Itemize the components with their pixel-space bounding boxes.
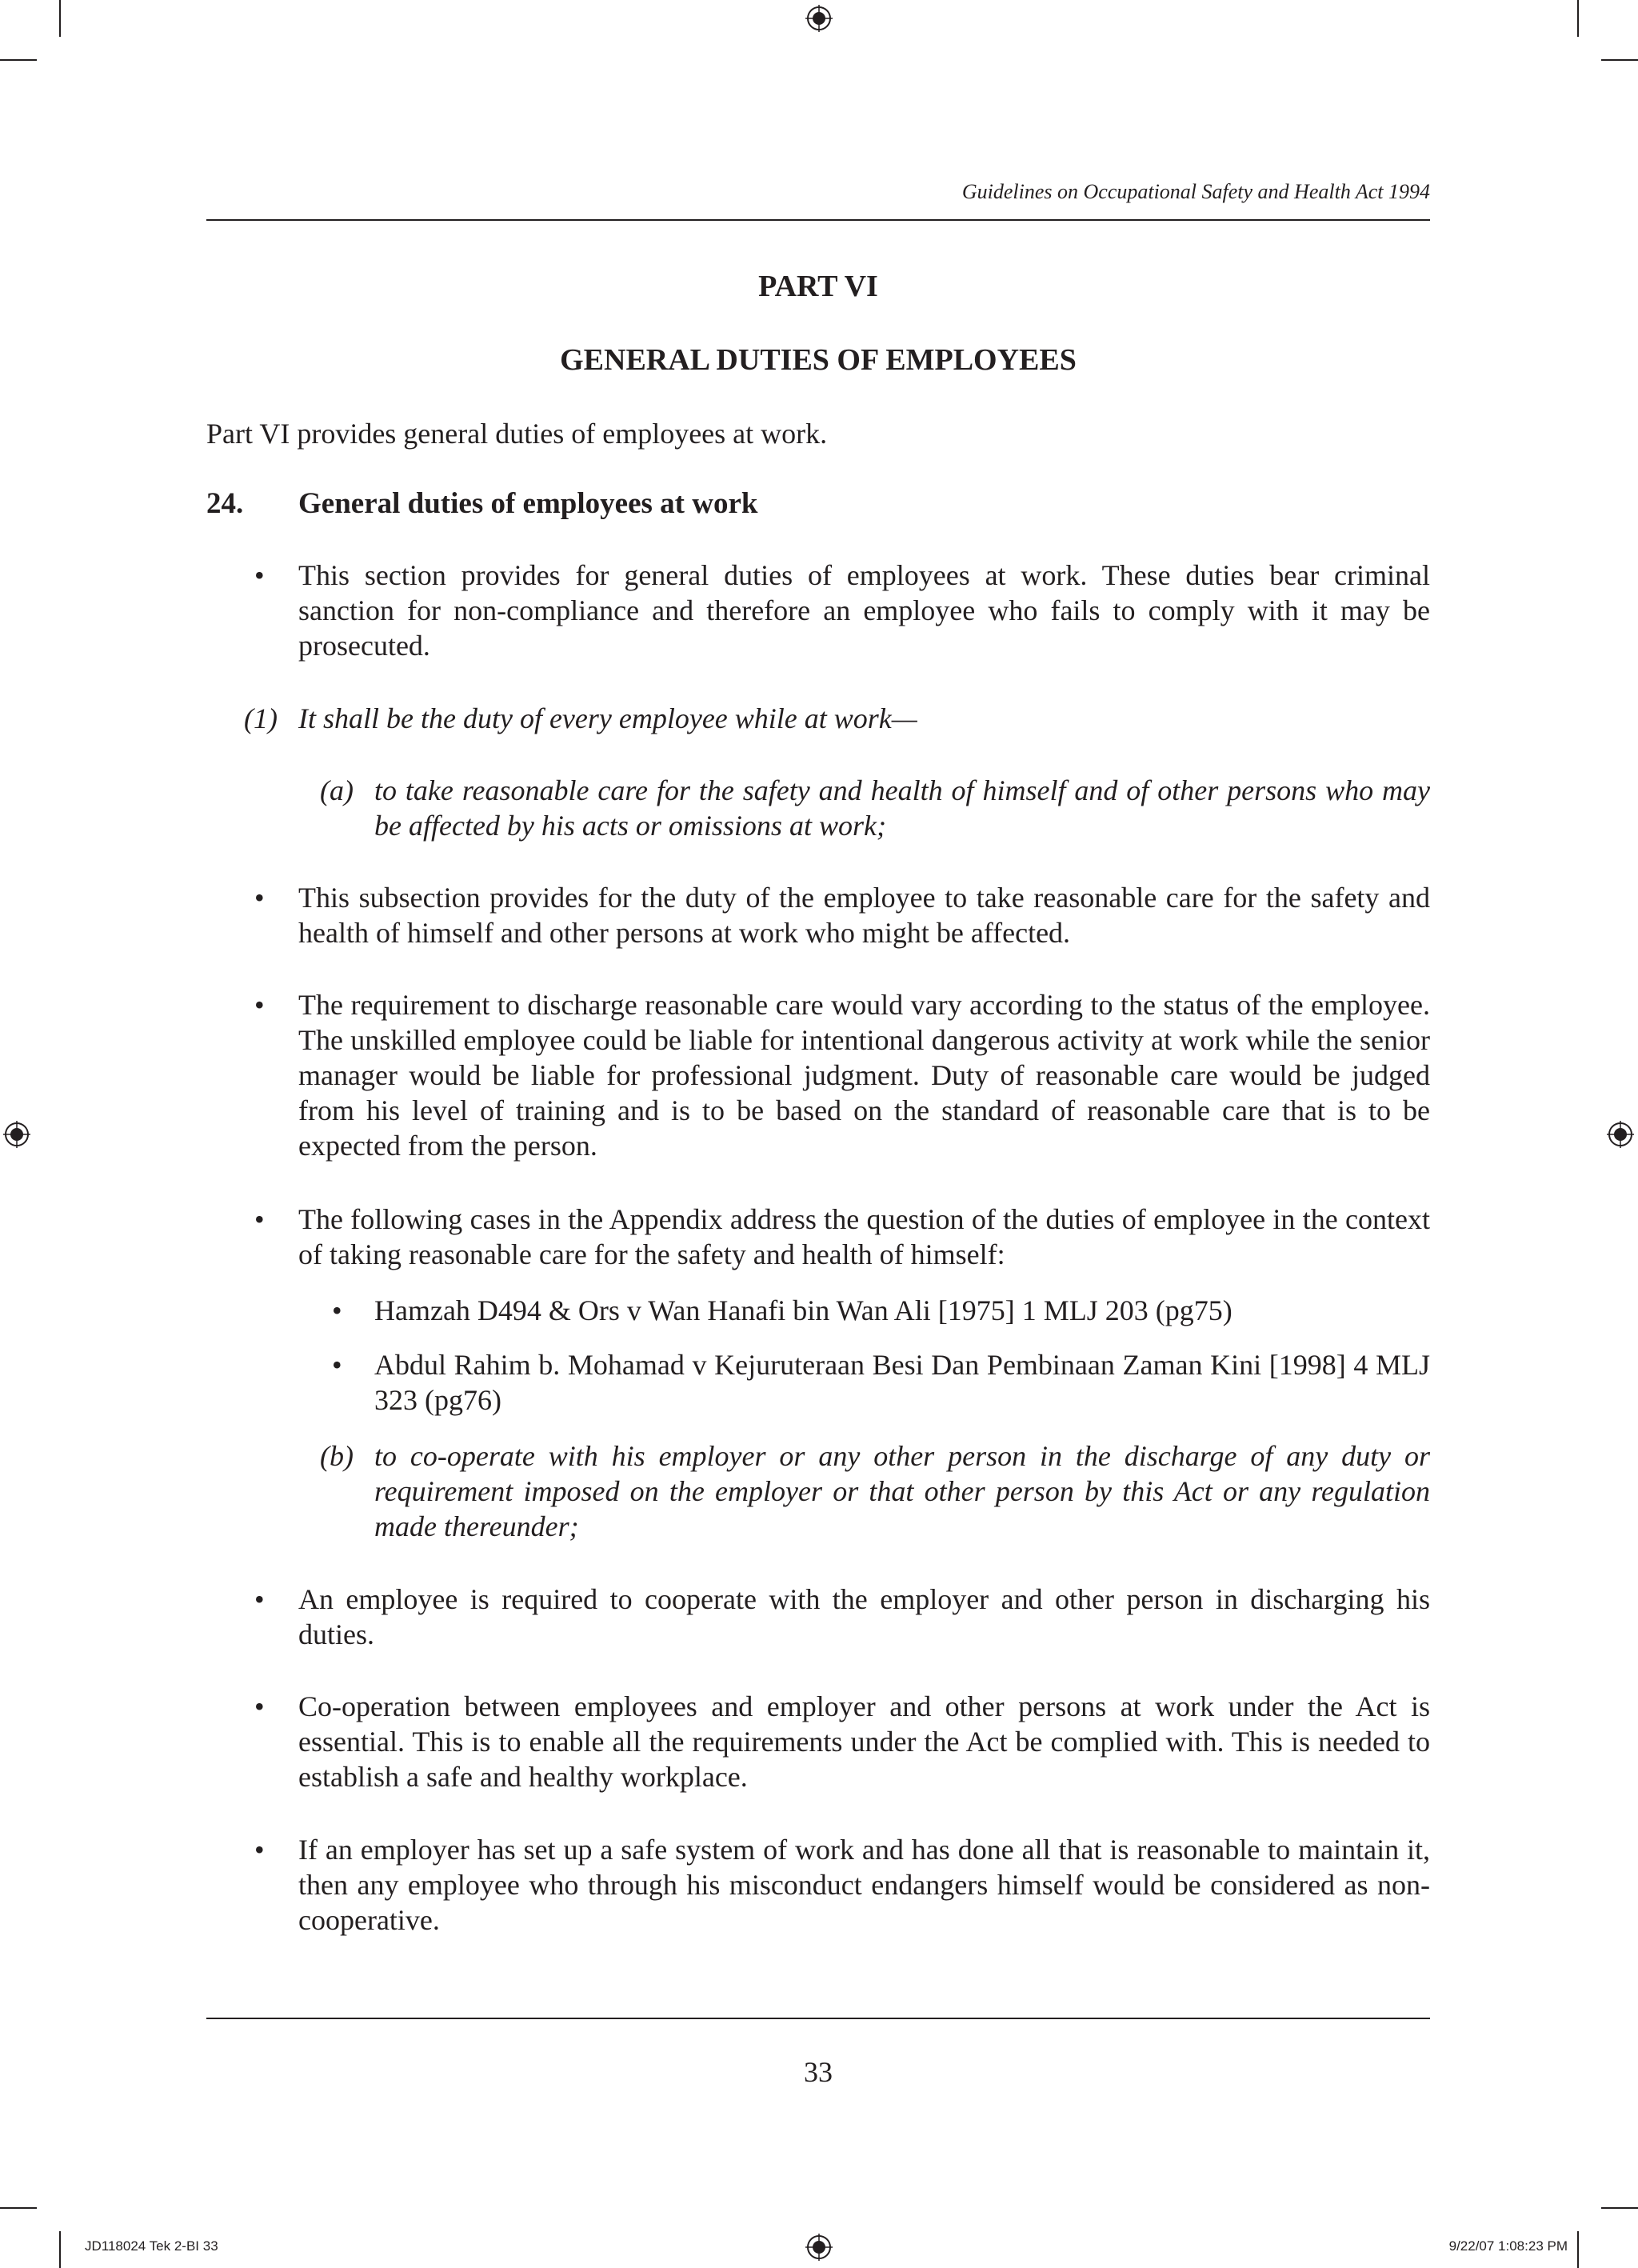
case-citation: Hamzah D494 & Ors v Wan Hanafi bin Wan Ali [1975] 1 MLJ 203 (pg75) — [374, 1294, 1232, 1326]
bullet-icon: • — [254, 1203, 265, 1235]
section-heading: General duties of employees at work — [298, 487, 758, 520]
part-title: PART VI — [758, 270, 878, 303]
crop-mark — [0, 2207, 37, 2209]
bullet-paragraph: The requirement to discharge reasonable care would vary according to the status of the employee. The unskilled employee could be liable for intentional dangerous activity at work while the senior manager would be liable for professional judgment. Duty of reasonable care would be judged from his level of training and is to be based on the standard of reasonable care that is to be expected from the person. — [298, 989, 1430, 1162]
bullet-icon: • — [254, 1583, 265, 1615]
paragraph-label: (a) — [320, 774, 354, 806]
registration-mark-icon — [805, 5, 833, 32]
bullet-icon: • — [332, 1349, 342, 1381]
bullet-icon: • — [254, 1690, 265, 1722]
crop-mark — [1577, 2231, 1579, 2268]
paragraph-text: to take reasonable care for the safety and health of himself and of other persons who may be affected by his acts or omissions at work; — [374, 774, 1430, 842]
bullet-paragraph: If an employer has set up a safe system of work and has done all that is reasonable to maintain it, then any employee who through his misconduct endangers himself would be considered as non-cooperative. — [298, 1834, 1430, 1936]
subsection-text: It shall be the duty of every employee while at work— — [298, 702, 917, 734]
bullet-icon: • — [254, 989, 265, 1021]
crop-mark — [59, 0, 61, 37]
crop-mark — [1601, 2207, 1638, 2209]
case-citation: Abdul Rahim b. Mohamad v Kejuruteraan Besi Dan Pembinaan Zaman Kini [1998] 4 MLJ 323 (pg76) — [374, 1349, 1430, 1416]
header-rule — [206, 219, 1430, 221]
footer-rule — [206, 2018, 1430, 2019]
print-slug-left: JD118024 Tek 2-BI 33 — [85, 2238, 218, 2254]
bullet-icon: • — [254, 1834, 265, 1866]
bullet-paragraph: Co-operation between employees and employer and other persons at work under the Act is essential. This is to enable all the requirements under the Act be complied with. This is needed to establish a safe and healthy workplace. — [298, 1690, 1430, 1793]
bullet-icon: • — [254, 882, 265, 914]
part-subtitle: GENERAL DUTIES OF EMPLOYEES — [560, 343, 1077, 377]
crop-mark — [1577, 0, 1579, 37]
section-number: 24. — [206, 487, 244, 520]
paragraph-label: (b) — [320, 1440, 354, 1472]
registration-mark-icon — [805, 2234, 833, 2261]
bullet-paragraph: The following cases in the Appendix address the question of the duties of employee in the context of taking reasonable care for the safety and health of himself: — [298, 1203, 1430, 1270]
bullet-paragraph: This subsection provides for the duty of the employee to take reasonable care for the safety and health of himself and other persons at work who might be affected. — [298, 882, 1430, 949]
crop-mark — [59, 2231, 61, 2268]
registration-mark-icon — [3, 1121, 30, 1148]
registration-mark-icon — [1607, 1121, 1634, 1148]
paragraph-text: to co-operate with his employer or any other person in the discharge of any duty or requirement imposed on the employer or that other person by this Act or any regulation made thereunder; — [374, 1440, 1430, 1542]
subsection-label: (1) — [244, 702, 278, 734]
page-number: 33 — [804, 2056, 833, 2088]
running-header: Guidelines on Occupational Safety and Health Act 1994 — [961, 180, 1430, 203]
bullet-paragraph: This section provides for general duties of employees at work. These duties bear criminal sanction for non-compliance and therefore an employee who fails to comply with it may be prosecuted. — [298, 559, 1430, 662]
crop-mark — [1601, 59, 1638, 61]
part-intro: Part VI provides general duties of employees at work. — [206, 418, 828, 450]
bullet-icon: • — [332, 1294, 342, 1326]
crop-mark — [0, 59, 37, 61]
print-slug-right: 9/22/07 1:08:23 PM — [1448, 2238, 1568, 2254]
bullet-paragraph: An employee is required to cooperate with the employer and other person in discharging his duties. — [298, 1583, 1430, 1650]
bullet-icon: • — [254, 559, 265, 591]
